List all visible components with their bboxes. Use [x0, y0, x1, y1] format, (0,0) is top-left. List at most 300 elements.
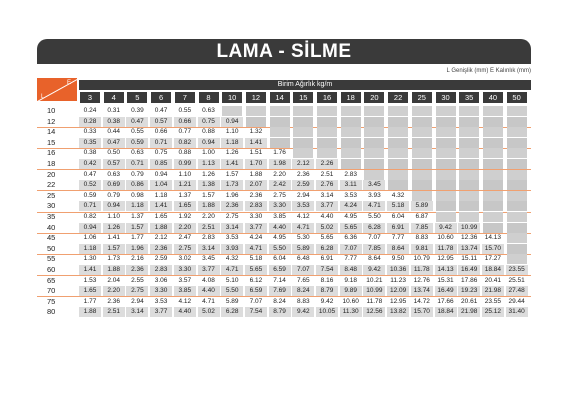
weight-cell: 1.00 [202, 149, 215, 157]
weight-cell: 10.36 [387, 265, 409, 275]
weight-cell: 2.75 [225, 213, 239, 220]
empty-cell [507, 127, 527, 137]
weight-cell: 1.70 [245, 159, 267, 169]
weight-cell: 1.88 [79, 307, 101, 317]
weight-cell: 8.79 [269, 307, 291, 317]
weight-cell: 1.88 [198, 201, 220, 211]
weight-cell: 0.99 [174, 159, 196, 169]
weight-cell: 4.08 [202, 276, 215, 284]
weight-cell: 4.12 [178, 297, 192, 305]
weight-cell: 0.79 [107, 191, 121, 199]
weight-cell: 0.47 [83, 170, 97, 178]
weight-cell: 2.20 [202, 213, 215, 220]
thickness-header-cell: 30 [436, 92, 456, 103]
weight-cell: 2.47 [178, 234, 192, 242]
empty-cell [341, 148, 361, 158]
weight-cell: 2.83 [202, 234, 215, 242]
weight-cell: 1.37 [178, 191, 192, 199]
weight-cell: 1.10 [225, 128, 239, 136]
weight-cell: 1.77 [83, 297, 97, 305]
weight-cell: 8.64 [368, 255, 381, 263]
empty-cell [436, 170, 456, 180]
weight-cell: 0.55 [131, 128, 144, 136]
empty-cell [436, 106, 456, 116]
table-row [37, 106, 531, 116]
weight-cell: 5.50 [269, 244, 291, 254]
weight-cell: 1.18 [221, 138, 243, 148]
row-width-label: 20 [47, 169, 56, 179]
weight-cell: 2.75 [126, 286, 148, 296]
weight-cell: 2.12 [154, 234, 168, 242]
weight-cell: 3.45 [202, 255, 215, 263]
weight-cell: 2.36 [221, 201, 243, 211]
row-width-label: 65 [47, 275, 56, 285]
corner-top-label: E [66, 80, 71, 86]
empty-cell [364, 159, 384, 169]
weight-cell: 7.69 [269, 286, 291, 296]
weight-cell: 2.12 [292, 159, 314, 169]
weight-cell: 1.04 [150, 180, 172, 190]
empty-cell [459, 201, 479, 211]
weight-cell: 2.36 [150, 244, 172, 254]
empty-cell [483, 106, 503, 116]
weight-cell: 1.88 [249, 170, 263, 178]
weight-cell: 0.52 [79, 180, 101, 190]
thickness-header-cell: 40 [483, 92, 503, 103]
weight-cell: 3.02 [178, 255, 192, 263]
weight-cell: 1.57 [225, 170, 239, 178]
empty-cell [459, 191, 479, 201]
thickness-header-cell: 7 [175, 92, 195, 103]
empty-cell [293, 106, 313, 116]
weight-cell: 8.48 [340, 265, 362, 275]
empty-cell [436, 127, 456, 137]
row-width-label: 40 [47, 222, 56, 232]
weight-cell: 3.53 [344, 191, 358, 199]
weight-cell: 1.76 [273, 149, 286, 157]
empty-cell [436, 159, 456, 169]
weight-cell: 1.73 [107, 255, 121, 263]
weight-cell: 6.04 [273, 255, 286, 263]
weight-cell: 0.77 [178, 128, 192, 136]
empty-cell [459, 106, 479, 116]
empty-cell [364, 127, 384, 137]
empty-cell [507, 170, 527, 180]
weight-cell: 0.71 [150, 138, 172, 148]
weight-cell: 0.50 [107, 149, 121, 157]
weight-cell: 2.51 [103, 307, 125, 317]
weight-cell: 0.63 [202, 107, 215, 114]
weight-cell: 17.27 [484, 255, 502, 263]
empty-cell [436, 191, 456, 201]
row-width-label: 16 [47, 148, 56, 158]
row-width-label: 18 [47, 159, 56, 168]
weight-cell: 0.24 [83, 107, 97, 114]
table-row [37, 223, 531, 233]
weight-cell: 2.36 [296, 170, 310, 178]
weight-cell: 9.42 [320, 297, 334, 305]
weight-cell: 3.14 [198, 244, 220, 254]
empty-cell [436, 201, 456, 211]
weight-cell: 0.69 [103, 180, 125, 190]
empty-cell [436, 148, 456, 158]
weight-cell: 4.71 [245, 244, 267, 254]
empty-cell [364, 170, 384, 180]
weight-cell: 6.04 [391, 213, 405, 220]
weight-cell: 2.20 [174, 223, 196, 233]
empty-cell [341, 159, 361, 169]
weight-cell: 3.85 [174, 286, 196, 296]
weight-cell: 0.59 [126, 138, 148, 148]
weight-cell: 1.57 [103, 244, 125, 254]
weight-cell: 6.28 [316, 244, 338, 254]
empty-cell [317, 138, 337, 148]
weight-cell: 0.94 [103, 201, 125, 211]
weight-cell: 23.55 [484, 297, 502, 305]
weight-cell: 8.16 [320, 276, 334, 284]
weight-cell: 0.57 [103, 159, 125, 169]
corner-bottom-label: L [41, 94, 45, 100]
empty-cell [341, 127, 361, 137]
empty-cell [317, 117, 337, 127]
weight-cell: 0.94 [221, 117, 243, 127]
empty-cell [436, 138, 456, 148]
weight-cell: 2.59 [292, 180, 314, 190]
empty-cell [507, 117, 527, 127]
weight-cell: 3.06 [154, 276, 168, 284]
empty-cell [507, 138, 527, 148]
weight-cell: 4.32 [391, 191, 405, 199]
table-row [37, 170, 531, 180]
empty-cell [483, 212, 503, 222]
weight-cell: 3.45 [363, 180, 385, 190]
weight-cell: 10.60 [342, 297, 359, 305]
table-row [37, 276, 531, 286]
weight-cell: 2.42 [269, 180, 291, 190]
weight-cell: 3.11 [340, 180, 362, 190]
weight-cell: 25.51 [508, 276, 525, 284]
weight-cell: 4.71 [363, 201, 385, 211]
weight-cell: 0.28 [79, 117, 101, 127]
table-row [37, 159, 531, 169]
weight-cell: 0.55 [178, 107, 192, 114]
weight-cell: 3.53 [154, 297, 168, 305]
weight-cell: 3.14 [126, 307, 148, 317]
table-row [37, 127, 531, 137]
empty-cell [459, 127, 479, 137]
weight-cell: 9.89 [340, 286, 362, 296]
empty-cell [459, 180, 479, 190]
weight-cell: 4.71 [221, 265, 243, 275]
weight-cell: 3.77 [316, 201, 338, 211]
empty-cell [507, 201, 527, 211]
weight-cell: 7.85 [411, 223, 433, 233]
empty-cell [507, 180, 527, 190]
weight-cell: 5.18 [387, 201, 409, 211]
weight-cell: 3.30 [174, 265, 196, 275]
row-width-label: 35 [47, 212, 56, 221]
weight-cell: 4.12 [296, 213, 310, 220]
weight-cell: 4.95 [273, 234, 286, 242]
weight-cell: 0.75 [198, 117, 220, 127]
thickness-header-cell: 15 [293, 92, 313, 103]
table-row [37, 191, 531, 201]
weight-cell: 0.86 [126, 180, 148, 190]
table-row [37, 212, 531, 222]
table-row [37, 201, 531, 211]
weight-cell: 12.95 [389, 297, 407, 305]
row-width-label: 22 [47, 180, 56, 190]
weight-cell: 4.95 [344, 213, 358, 220]
weight-cell: 9.81 [411, 244, 433, 254]
weight-cell: 4.71 [292, 223, 314, 233]
thickness-header-cell: 10 [222, 92, 242, 103]
empty-cell [483, 201, 503, 211]
weight-cell: 0.35 [79, 138, 101, 148]
weight-cell: 0.94 [198, 138, 220, 148]
weight-cell: 0.31 [107, 107, 121, 114]
weight-cell: 2.83 [150, 265, 172, 275]
empty-cell [507, 254, 527, 264]
row-width-label: 12 [47, 116, 56, 126]
weight-cell: 7.07 [340, 244, 362, 254]
weight-cell: 1.41 [150, 201, 172, 211]
empty-cell [412, 180, 432, 190]
weight-cell: 12.09 [387, 286, 409, 296]
weight-cell: 9.50 [391, 255, 405, 263]
empty-cell [364, 148, 384, 158]
weight-cell: 1.21 [174, 180, 196, 190]
weight-cell: 0.33 [83, 128, 97, 136]
table-row [37, 148, 531, 158]
weight-cell: 3.77 [198, 265, 220, 275]
weight-cell: 1.65 [154, 213, 168, 220]
weight-cell: 1.06 [83, 234, 97, 242]
weight-cell: 7.65 [296, 276, 310, 284]
weight-cell: 0.47 [126, 117, 148, 127]
weight-cell: 4.40 [320, 213, 334, 220]
weight-cell: 1.18 [79, 244, 101, 254]
empty-cell [270, 138, 290, 148]
weight-cell: 1.51 [249, 149, 263, 157]
weight-cell: 6.28 [221, 307, 243, 317]
weight-cell: 2.76 [316, 180, 338, 190]
weight-cell: 6.59 [269, 265, 291, 275]
weight-cell: 2.20 [273, 170, 286, 178]
weight-cell: 5.02 [316, 223, 338, 233]
empty-cell [483, 223, 503, 233]
weight-cell: 15.70 [482, 244, 504, 254]
empty-cell [293, 148, 313, 158]
weight-cell: 2.83 [344, 170, 358, 178]
weight-cell: 3.14 [320, 191, 334, 199]
empty-cell [436, 212, 456, 222]
empty-cell [341, 117, 361, 127]
weight-cell: 3.53 [225, 234, 239, 242]
weight-cell: 4.40 [174, 307, 196, 317]
table-row [37, 297, 531, 307]
weight-cell: 2.36 [107, 297, 121, 305]
weight-cell: 1.57 [202, 191, 215, 199]
weight-cell: 2.94 [131, 297, 144, 305]
weight-cell: 11.78 [366, 297, 383, 305]
empty-cell [507, 212, 527, 222]
weight-cell: 0.71 [79, 201, 101, 211]
row-width-label: 55 [47, 254, 56, 264]
weight-cell: 6.91 [320, 255, 334, 263]
empty-cell [459, 212, 479, 222]
weight-cell: 0.63 [107, 170, 121, 178]
empty-cell [412, 138, 432, 148]
empty-cell [388, 106, 408, 116]
weight-cell: 14.72 [413, 297, 430, 305]
empty-cell [364, 106, 384, 116]
table-row [37, 286, 531, 296]
weight-cell: 6.12 [249, 276, 263, 284]
weight-cell: 3.14 [221, 223, 243, 233]
thickness-header-cell: 20 [364, 92, 384, 103]
row-width-label: 50 [47, 243, 56, 253]
weight-cell: 2.51 [198, 223, 220, 233]
weight-cell: 1.30 [83, 255, 97, 263]
empty-cell [507, 233, 527, 243]
empty-cell [293, 127, 313, 137]
weight-cell: 10.05 [316, 307, 338, 317]
weight-cell: 1.88 [150, 223, 172, 233]
empty-cell [412, 117, 432, 127]
empty-cell [317, 127, 337, 137]
empty-cell [341, 106, 361, 116]
weight-cell: 2.04 [107, 276, 121, 284]
weight-cell: 6.36 [344, 234, 358, 242]
weight-cell: 6.28 [363, 223, 385, 233]
empty-cell [341, 138, 361, 148]
weight-cell: 1.26 [225, 149, 239, 157]
weight-cell: 1.26 [202, 170, 215, 178]
weight-cell: 1.26 [103, 223, 125, 233]
weight-cell: 8.83 [296, 297, 310, 305]
empty-cell [388, 159, 408, 169]
weight-cell: 14.13 [484, 234, 502, 242]
empty-cell [483, 127, 503, 137]
weight-cell: 13.82 [387, 307, 409, 317]
empty-cell [364, 138, 384, 148]
empty-cell [507, 148, 527, 158]
row-width-label: 14 [47, 127, 56, 137]
empty-cell [459, 170, 479, 180]
weight-cell: 13.74 [458, 244, 480, 254]
empty-cell [507, 244, 527, 254]
row-width-label: 80 [47, 307, 56, 317]
weight-cell: 18.84 [435, 307, 457, 317]
weight-cell: 15.70 [411, 307, 433, 317]
weight-cell: 0.57 [150, 117, 172, 127]
weight-cell: 12.56 [363, 307, 385, 317]
weight-cell: 25.12 [482, 307, 504, 317]
empty-cell [507, 191, 527, 201]
weight-cell: 3.57 [178, 276, 192, 284]
thickness-header-cell: 25 [412, 92, 432, 103]
weight-cell: 1.41 [221, 159, 243, 169]
empty-cell [388, 170, 408, 180]
weight-cell: 7.54 [316, 265, 338, 275]
weight-cell: 7.54 [245, 307, 267, 317]
weight-cell: 7.07 [368, 234, 381, 242]
weight-cell: 11.78 [435, 244, 457, 254]
row-width-label: 25 [47, 190, 56, 200]
empty-cell [459, 159, 479, 169]
weight-cell: 16.49 [458, 265, 480, 275]
empty-cell [483, 180, 503, 190]
weight-cell: 2.36 [249, 191, 263, 199]
empty-cell [507, 223, 527, 233]
weight-cell: 0.42 [79, 159, 101, 169]
row-width-label: 45 [47, 233, 56, 243]
weight-cell: 31.40 [506, 307, 528, 317]
weight-cell: 9.42 [435, 223, 457, 233]
table-row [37, 307, 531, 317]
empty-cell [222, 106, 242, 116]
weight-cell: 0.82 [83, 213, 97, 220]
weight-cell: 5.65 [320, 234, 334, 242]
empty-cell [270, 117, 290, 127]
weight-cell: 8.24 [292, 286, 314, 296]
weight-cell: 6.48 [296, 255, 310, 263]
weight-cell: 7.07 [249, 297, 263, 305]
weight-cell: 21.98 [458, 307, 480, 317]
weight-cell: 2.75 [174, 244, 196, 254]
empty-cell [412, 148, 432, 158]
weight-cell: 0.82 [174, 138, 196, 148]
unit-header: Birim Ağırlık kg/m [79, 80, 531, 90]
weight-cell: 0.94 [154, 170, 168, 178]
row-width-label: 10 [47, 106, 56, 115]
corner-legend [37, 78, 77, 101]
empty-cell [459, 138, 479, 148]
weight-cell: 3.53 [292, 201, 314, 211]
weight-cell: 5.30 [296, 234, 310, 242]
weight-cell: 1.10 [178, 170, 192, 178]
weight-cell: 5.65 [245, 265, 267, 275]
table-row [37, 138, 531, 148]
empty-cell [412, 191, 432, 201]
weight-cell: 0.94 [79, 223, 101, 233]
weight-cell: 14.13 [435, 265, 457, 275]
weight-cell: 1.10 [107, 213, 121, 220]
weight-cell: 1.18 [154, 191, 168, 199]
row-width-label: 70 [47, 286, 56, 296]
weight-cell: 12.95 [437, 255, 454, 263]
thickness-header-cell: 6 [151, 92, 171, 103]
thickness-header-cell: 50 [507, 92, 527, 103]
weight-cell: 1.41 [79, 265, 101, 275]
thickness-header-cell: 8 [199, 92, 219, 103]
weight-cell: 23.55 [506, 265, 528, 275]
empty-cell [483, 191, 503, 201]
weight-cell: 3.77 [245, 223, 267, 233]
weight-cell: 0.66 [154, 128, 168, 136]
weight-cell: 0.59 [83, 191, 97, 199]
thickness-header-cell: 22 [388, 92, 408, 103]
weight-cell: 0.63 [131, 149, 144, 157]
weight-cell: 6.91 [387, 223, 409, 233]
weight-cell: 1.18 [126, 201, 148, 211]
weight-cell: 1.65 [174, 201, 196, 211]
empty-cell [483, 148, 503, 158]
weight-cell: 7.77 [344, 255, 358, 263]
weight-cell: 3.30 [269, 201, 291, 211]
weight-cell: 17.66 [437, 297, 454, 305]
